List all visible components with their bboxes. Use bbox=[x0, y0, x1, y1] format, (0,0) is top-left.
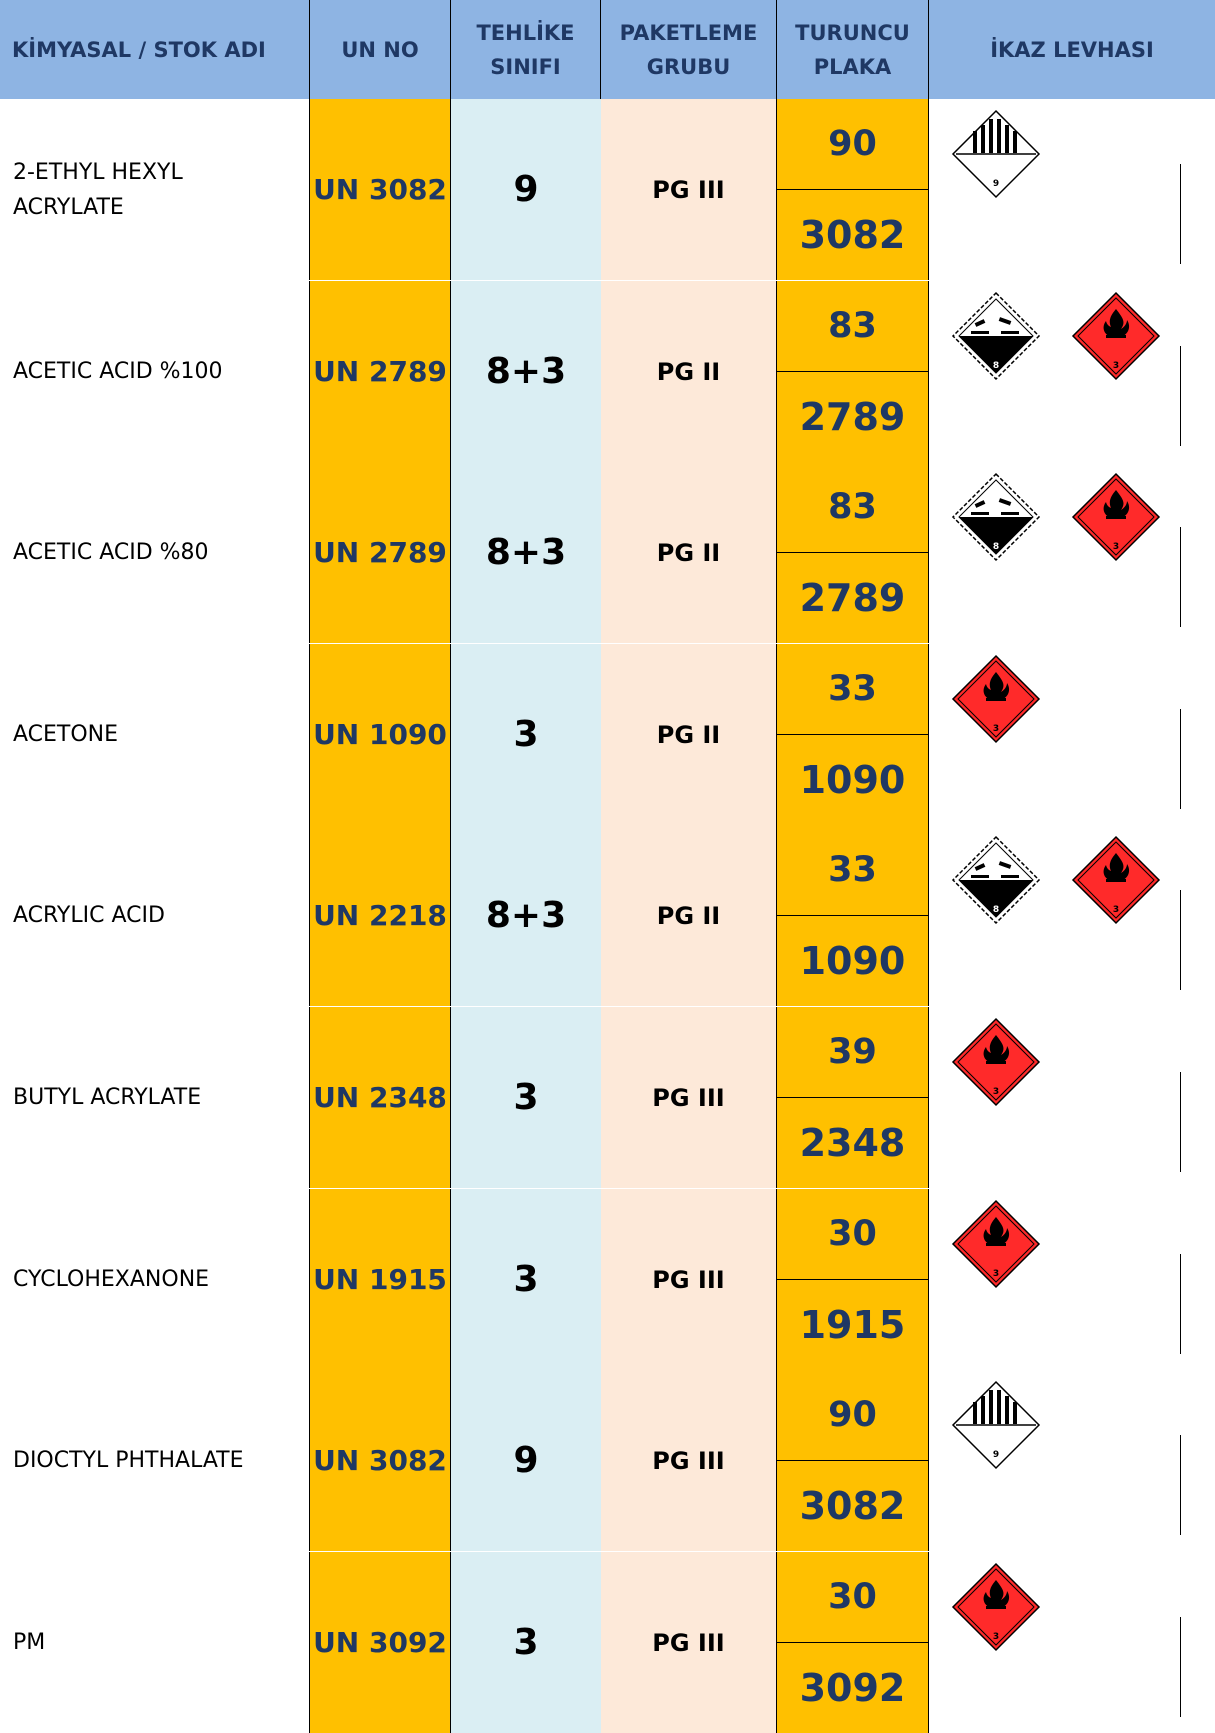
chemical-name: PM bbox=[13, 1625, 45, 1660]
cell-border-line bbox=[1180, 164, 1181, 264]
plate-un-number: 3082 bbox=[777, 1461, 928, 1552]
class-9-miscellaneous-icon bbox=[951, 109, 1041, 199]
packing-group: PG III bbox=[601, 1007, 777, 1188]
chemical-name: DIOCTYL PHTHALATE bbox=[13, 1443, 244, 1478]
chemical-name-cell bbox=[0, 1007, 310, 1188]
warning-signs bbox=[929, 644, 1215, 825]
un-number: UN 1090 bbox=[310, 644, 451, 825]
hazard-class: 3 bbox=[451, 1007, 601, 1188]
chemical-name-line2: ACRYLATE bbox=[13, 190, 183, 225]
plate-un-number: 1090 bbox=[777, 916, 928, 1007]
warning-signs bbox=[929, 1007, 1215, 1188]
sign-class-number: 8 bbox=[993, 361, 999, 371]
header-packing-group: PAKETLEME GRUBU bbox=[601, 0, 777, 99]
un-number: UN 2789 bbox=[310, 462, 451, 643]
warning-signs bbox=[929, 281, 1215, 462]
chemical-name-cell bbox=[0, 99, 310, 280]
packing-group: PG III bbox=[601, 1552, 777, 1733]
sign-class-number: 3 bbox=[1113, 542, 1119, 552]
hazard-class: 3 bbox=[451, 1552, 601, 1733]
table-row bbox=[0, 1370, 1215, 1551]
sign-class-number: 8 bbox=[993, 905, 999, 915]
hazard-identification-number: 90 bbox=[777, 99, 928, 190]
orange-plate bbox=[777, 1189, 929, 1370]
table-row bbox=[0, 1552, 1215, 1733]
hazard-identification-number: 90 bbox=[777, 1370, 928, 1461]
plate-un-number: 3082 bbox=[777, 190, 928, 281]
packing-group: PG III bbox=[601, 1370, 777, 1551]
hazard-identification-number: 33 bbox=[777, 644, 928, 735]
orange-plate bbox=[777, 1007, 929, 1188]
sign-class-number: 3 bbox=[993, 1269, 999, 1279]
un-number: UN 2218 bbox=[310, 825, 451, 1006]
hazard-class: 3 bbox=[451, 644, 601, 825]
packing-group: PG II bbox=[601, 281, 777, 462]
warning-signs bbox=[929, 825, 1215, 1006]
sign-class-number: 9 bbox=[993, 1450, 999, 1460]
un-number: UN 2789 bbox=[310, 281, 451, 462]
sign-class-number: 9 bbox=[993, 179, 999, 189]
class-3-flammable-icon bbox=[951, 1017, 1041, 1107]
class-3-flammable-icon bbox=[1071, 835, 1161, 925]
orange-plate bbox=[777, 825, 929, 1006]
cell-border-line bbox=[1180, 1072, 1181, 1172]
hazard-identification-number: 39 bbox=[777, 1007, 928, 1098]
plate-un-number: 2789 bbox=[777, 372, 928, 463]
warning-signs bbox=[929, 1552, 1215, 1733]
cell-border-line bbox=[1180, 890, 1181, 990]
hazard-class: 9 bbox=[451, 99, 601, 280]
sign-class-number: 3 bbox=[993, 1632, 999, 1642]
chemical-name-cell bbox=[0, 1552, 310, 1733]
un-number: UN 3082 bbox=[310, 1370, 451, 1551]
un-number: UN 3092 bbox=[310, 1552, 451, 1733]
table-row bbox=[0, 462, 1215, 643]
chemical-name: CYCLOHEXANONE bbox=[13, 1262, 209, 1297]
chemical-name-cell bbox=[0, 644, 310, 825]
table-row bbox=[0, 644, 1215, 825]
hazard-class: 3 bbox=[451, 1189, 601, 1370]
table-row bbox=[0, 281, 1215, 462]
hazard-identification-number: 30 bbox=[777, 1189, 928, 1280]
packing-group: PG II bbox=[601, 825, 777, 1006]
cell-border-line bbox=[1180, 1435, 1181, 1535]
class-9-miscellaneous-icon bbox=[951, 1380, 1041, 1470]
plate-un-number: 1090 bbox=[777, 735, 928, 826]
hazard-class: 8+3 bbox=[451, 825, 601, 1006]
hazard-identification-number: 83 bbox=[777, 462, 928, 553]
un-number: UN 1915 bbox=[310, 1189, 451, 1370]
plate-un-number: 3092 bbox=[777, 1643, 928, 1733]
orange-plate bbox=[777, 644, 929, 825]
hazard-class: 8+3 bbox=[451, 462, 601, 643]
header-chemical-name: KİMYASAL / STOK ADI bbox=[0, 0, 310, 99]
plate-un-number: 2348 bbox=[777, 1098, 928, 1189]
table-row bbox=[0, 1007, 1215, 1188]
chemical-name-cell bbox=[0, 1189, 310, 1370]
chemical-name: 2-ETHYL HEXYL bbox=[13, 155, 183, 190]
orange-plate bbox=[777, 281, 929, 462]
chemical-name: BUTYL ACRYLATE bbox=[13, 1080, 201, 1115]
plate-un-number: 2789 bbox=[777, 553, 928, 644]
chemical-name: ACETONE bbox=[13, 717, 118, 752]
sign-class-number: 3 bbox=[993, 724, 999, 734]
plate-un-number: 1915 bbox=[777, 1280, 928, 1371]
cell-border-line bbox=[1180, 527, 1181, 627]
table-row bbox=[0, 1189, 1215, 1370]
sign-class-number: 8 bbox=[993, 542, 999, 552]
orange-plate bbox=[777, 99, 929, 280]
chemical-name-cell bbox=[0, 1370, 310, 1551]
cell-border-line bbox=[1180, 1617, 1181, 1717]
sign-class-number: 3 bbox=[1113, 361, 1119, 371]
class-8-corrosive-icon bbox=[951, 291, 1041, 381]
un-number: UN 2348 bbox=[310, 1007, 451, 1188]
packing-group: PG II bbox=[601, 462, 777, 643]
class-8-corrosive-icon bbox=[951, 835, 1041, 925]
warning-signs bbox=[929, 1370, 1215, 1551]
sign-class-number: 3 bbox=[993, 1087, 999, 1097]
header-hazard-class: TEHLİKE SINIFI bbox=[451, 0, 601, 99]
chemical-name: ACETIC ACID %80 bbox=[13, 535, 209, 570]
chemical-name-cell bbox=[0, 825, 310, 1006]
packing-group: PG II bbox=[601, 644, 777, 825]
warning-signs bbox=[929, 99, 1215, 280]
sign-class-number: 3 bbox=[1113, 905, 1119, 915]
header-warning-sign: İKAZ LEVHASI bbox=[929, 0, 1215, 99]
header-orange-plate: TURUNCU PLAKA bbox=[777, 0, 929, 99]
cell-border-line bbox=[1180, 346, 1181, 446]
header-un-no: UN NO bbox=[310, 0, 451, 99]
chemical-name: ACETIC ACID %100 bbox=[13, 354, 223, 389]
class-3-flammable-icon bbox=[1071, 291, 1161, 381]
class-3-flammable-icon bbox=[951, 1562, 1041, 1652]
hazard-identification-number: 33 bbox=[777, 825, 928, 916]
table-row bbox=[0, 99, 1215, 280]
chemical-name-cell bbox=[0, 462, 310, 643]
hazard-identification-number: 30 bbox=[777, 1552, 928, 1643]
cell-border-line bbox=[1180, 709, 1181, 809]
warning-signs bbox=[929, 462, 1215, 643]
orange-plate bbox=[777, 1370, 929, 1551]
hazard-class: 8+3 bbox=[451, 281, 601, 462]
orange-plate bbox=[777, 1552, 929, 1733]
table-row bbox=[0, 825, 1215, 1006]
packing-group: PG III bbox=[601, 1189, 777, 1370]
class-3-flammable-icon bbox=[951, 654, 1041, 744]
warning-signs bbox=[929, 1189, 1215, 1370]
class-3-flammable-icon bbox=[1071, 472, 1161, 562]
class-3-flammable-icon bbox=[951, 1199, 1041, 1289]
hazard-identification-number: 83 bbox=[777, 281, 928, 372]
orange-plate bbox=[777, 462, 929, 643]
un-number: UN 3082 bbox=[310, 99, 451, 280]
packing-group: PG III bbox=[601, 99, 777, 280]
cell-border-line bbox=[1180, 1254, 1181, 1354]
class-8-corrosive-icon bbox=[951, 472, 1041, 562]
hazard-class: 9 bbox=[451, 1370, 601, 1551]
chemical-name: ACRYLIC ACID bbox=[13, 898, 165, 933]
chemical-name-cell bbox=[0, 281, 310, 462]
